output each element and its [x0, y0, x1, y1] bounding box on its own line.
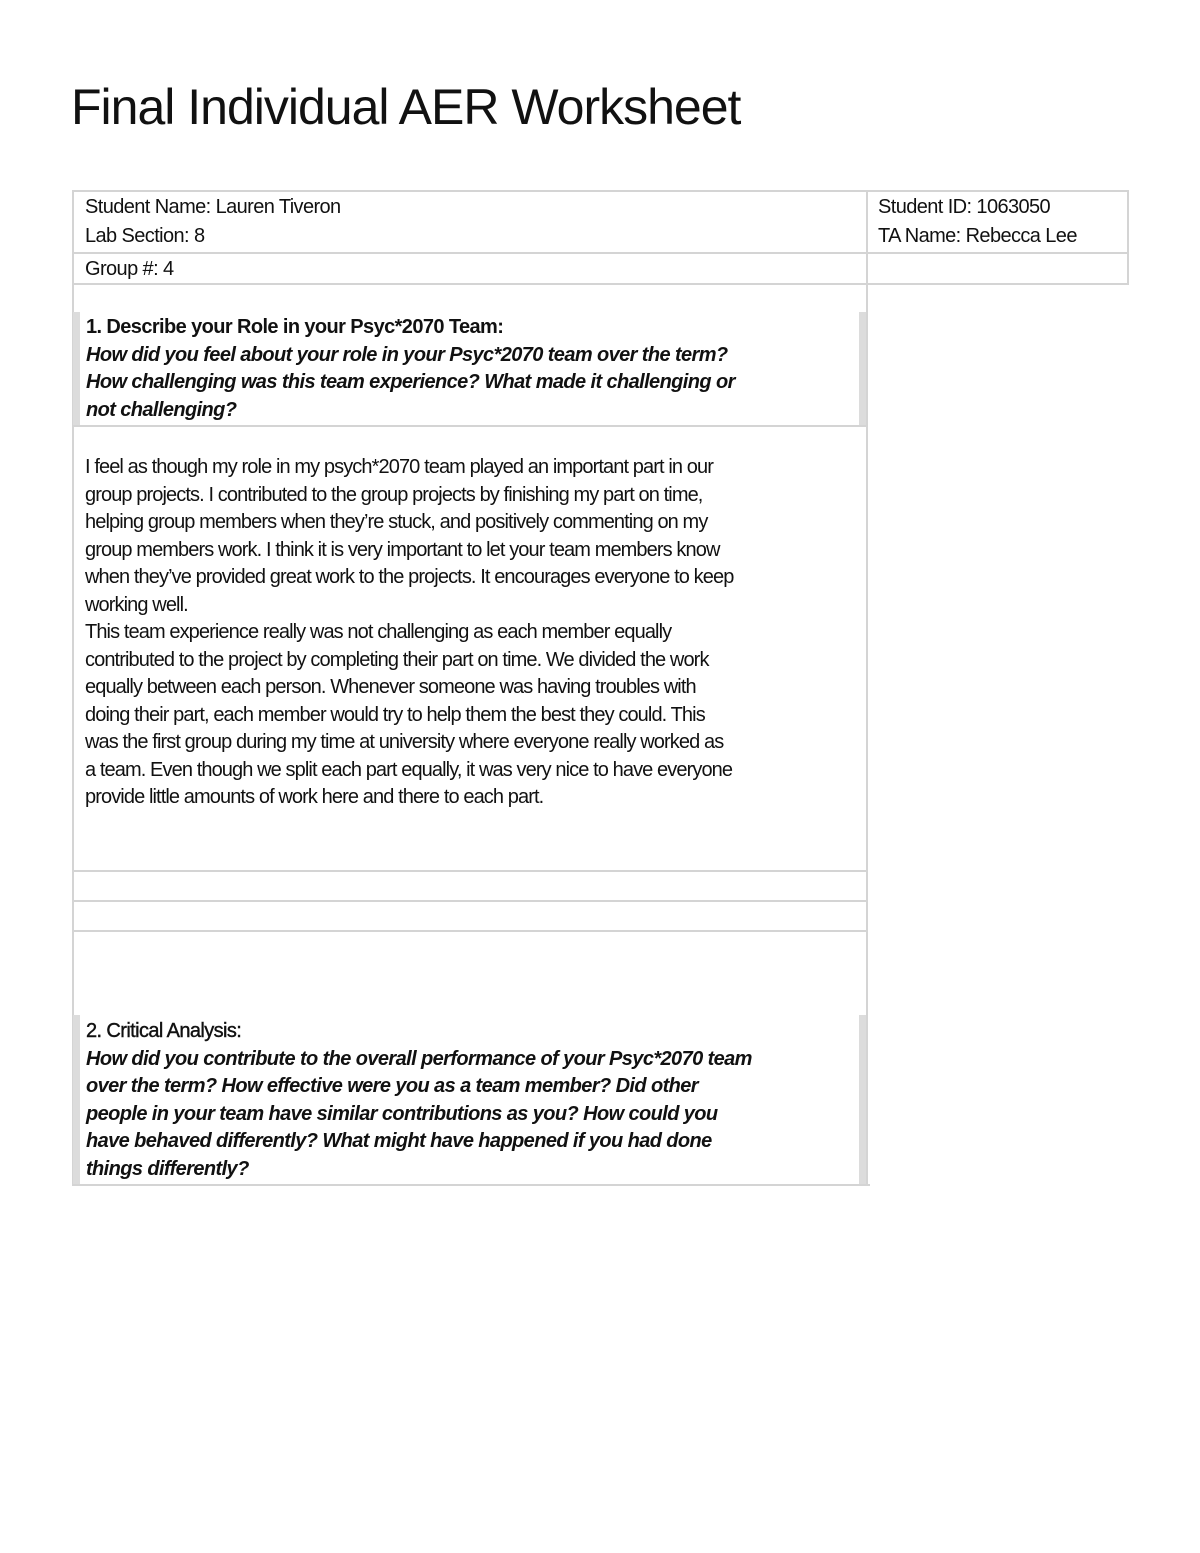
table-border-top: [73, 190, 1129, 192]
answer-line: group members work. I think it is very important to let your team members know: [85, 538, 720, 561]
answer-line: when they’ve provided great work to the projects. It encourages everyone to keep: [85, 566, 734, 588]
shading-left: [73, 1015, 80, 1184]
question-1: [86, 314, 735, 424]
answer-line: doing their part, each member would try to help them the best they could. This: [85, 703, 705, 726]
page-title: Final Individual AER Worksheet: [71, 79, 741, 135]
question-2: [86, 1018, 752, 1183]
answer-line: I feel as though my role in my psych*2070 team played an important part in our: [85, 456, 713, 478]
question-2-prompt-line: people in your team have similar contributions as you? How could you: [86, 1102, 718, 1125]
answer-line: This team experience really was not challenging as each member equally: [85, 621, 672, 643]
answer-line: was the first group during my time at university where everyone really worked as: [85, 731, 724, 753]
answer-line: equally between each person. Whenever someone was having troubles with: [85, 676, 696, 698]
answer-line: contributed to the project by completing their part on time. We divided the work: [85, 648, 709, 671]
answer-line: a team. Even though we split each part equally, it was very nice to have everyone: [85, 758, 733, 781]
shading-right: [859, 1015, 866, 1184]
ta-name: TA Name: Rebecca Lee: [878, 225, 1077, 247]
question-2-prompt-line: have behaved differently? What might have happened if you had done: [86, 1130, 712, 1152]
row-divider: [73, 425, 868, 427]
table-border-bottom: [73, 1184, 870, 1186]
row-divider: [73, 252, 1129, 254]
answer-line: helping group members when they’re stuck, and positively commenting on my: [85, 511, 708, 533]
row-divider: [73, 870, 868, 872]
question-2-prompt-line: over the term? How effective were you as a team member? Did other: [86, 1075, 698, 1097]
student-id: Student ID: 1063050: [878, 196, 1051, 218]
answer-line: group projects. I contributed to the group projects by finishing my part on time,: [85, 483, 703, 506]
column-divider: [866, 190, 868, 1186]
question-1-answer: [85, 454, 733, 812]
shading-right: [859, 312, 866, 425]
lab-section: Lab Section: 8: [85, 225, 205, 247]
question-1-prompt-line: How challenging was this team experience? What made it challenging or: [86, 371, 735, 393]
question-1-heading: 1. Describe your Role in your Psyc*2070 Team:: [86, 316, 504, 338]
row-divider: [73, 900, 868, 902]
shading-left: [73, 312, 80, 425]
answer-line: provide little amounts of work here and there to each part.: [85, 786, 544, 808]
student-name: Student Name: Lauren Tiveron: [85, 196, 341, 218]
table-border-right: [1127, 190, 1129, 285]
question-2-prompt-line: How did you contribute to the overall performance of your Psyc*2070 team: [86, 1047, 752, 1070]
question-1-prompt-line: How did you feel about your role in your Psyc*2070 team over the term?: [86, 343, 728, 366]
question-1-prompt-line: not challenging?: [86, 398, 237, 421]
question-2-heading: 2. Critical Analysis:: [86, 1020, 242, 1042]
row-divider: [73, 283, 1129, 285]
group-number: Group #: 4: [85, 258, 174, 280]
row-divider: [73, 930, 868, 932]
answer-line: working well.: [85, 593, 188, 616]
question-2-prompt-line: things differently?: [86, 1157, 249, 1180]
